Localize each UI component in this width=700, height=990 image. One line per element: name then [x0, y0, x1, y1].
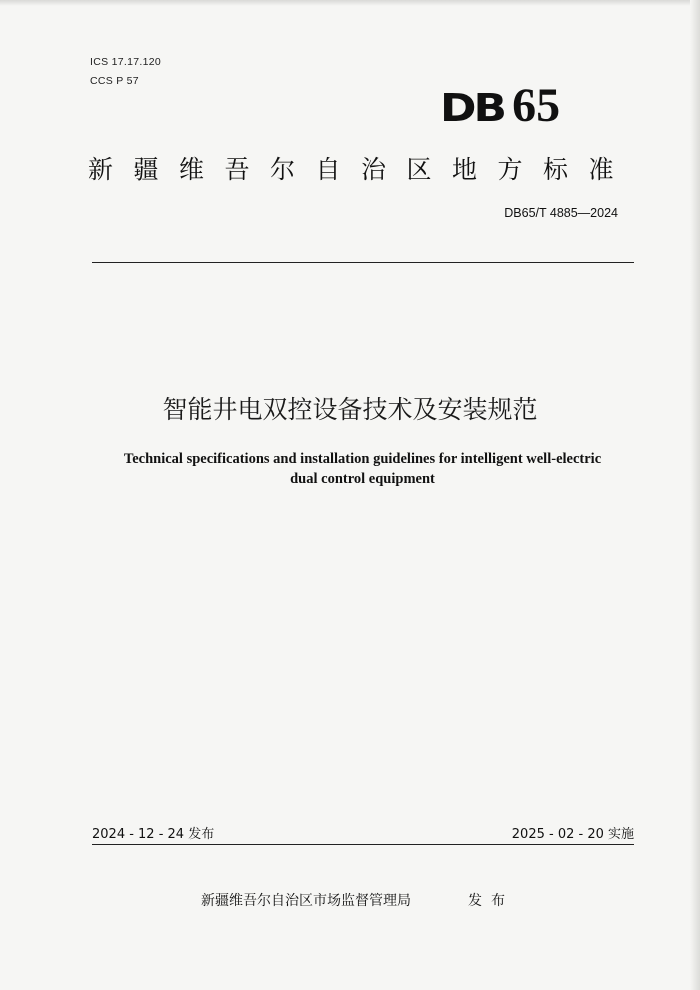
implementation-date: 2025 - 02 - 20 实施 — [511, 827, 634, 842]
standard-type-title: 新疆维吾尔自治区地方标准 — [88, 155, 635, 184]
issue-verb: 发布 — [468, 893, 514, 909]
scan-edge-right — [690, 0, 700, 990]
db-logo-letters: DB — [440, 86, 505, 131]
db-logo-number: 65 — [512, 79, 561, 132]
issuing-authority: 新疆维吾尔自治区市场监督管理局 — [201, 893, 411, 909]
ics-code: ICS 17.17.120 — [90, 56, 162, 68]
document-title-en — [90, 449, 635, 489]
divider-top — [92, 262, 634, 263]
standard-number: DB65/T 4885—2024 — [504, 206, 618, 220]
divider-bottom — [92, 844, 634, 845]
ccs-code: CCS P 57 — [90, 75, 139, 87]
document-title-cn: 智能井电双控设备技术及安装规范 — [162, 395, 538, 424]
scan-edge-top — [0, 0, 700, 6]
title-en-line-2: dual control equipment — [290, 471, 435, 487]
db-logo — [440, 79, 561, 132]
title-en-line-1: Technical specifications and installation guidelines for intelligent well-electric — [123, 451, 602, 467]
issue-date: 2024 - 12 - 24 发布 — [92, 827, 215, 842]
